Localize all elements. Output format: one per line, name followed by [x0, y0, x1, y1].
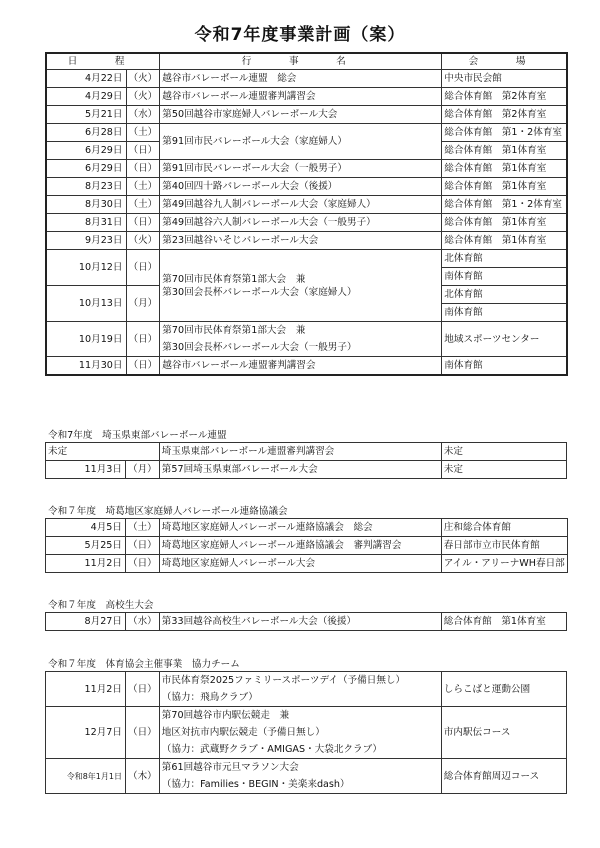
venue-cell: しらこばと運動公園 [441, 672, 566, 707]
date-cell: 6月29日 [46, 160, 126, 178]
table-row [46, 160, 567, 178]
date-cell: 4月29日 [46, 88, 126, 106]
event-cell: 越谷市バレーボール連盟 総会 [160, 70, 442, 88]
date-cell: 8月27日 [46, 613, 126, 631]
venue-cell: 未定 [441, 443, 566, 461]
weekday-cell: （土） [126, 196, 160, 214]
event-cell: 第30回会長杯バレーボール大会（家庭婦人） [160, 286, 442, 322]
weekday-cell: （火） [126, 70, 160, 88]
table-row [46, 88, 567, 106]
table-row [46, 613, 567, 631]
weekday-cell: （月） [126, 461, 160, 479]
weekday-cell: （土） [126, 519, 160, 537]
event-cell: 埼葛地区家庭婦人バレーボール連絡協議会 審判講習会 [159, 537, 441, 555]
table-row [46, 250, 567, 268]
event-cell: 埼葛地区家庭婦人バレーボール大会 [159, 555, 441, 573]
date-cell: 6月28日 [46, 124, 126, 142]
section-heading-high-school: 令和７年度 高校生大会 [48, 600, 154, 611]
venue-cell: 総合体育館 第1体育室 [441, 613, 566, 631]
event-cell: 第50回越谷市家庭婦人バレーボール大会 [160, 106, 442, 124]
sports-association-table [45, 671, 567, 794]
table-header-row [46, 53, 567, 70]
event-cell: 第91回市民バレーボール大会（家庭婦人） [160, 124, 442, 160]
weekday-cell: （日） [126, 707, 160, 759]
event-cell: （協力：Families・BEGIN・美楽来dash） [159, 776, 441, 794]
event-cell: 第70回市民体育祭第1部大会 兼 [160, 250, 442, 286]
event-cell: 第33回越谷高校生バレーボール大会（後援） [159, 613, 441, 631]
venue-cell: 北体育館 [442, 286, 567, 304]
weekday-cell: （土） [126, 124, 160, 142]
weekday-cell: （水） [126, 106, 160, 124]
date-cell: 未定 [46, 443, 160, 461]
date-cell: 11月3日 [46, 461, 126, 479]
event-cell: 第70回越谷市内駅伝競走 兼 [159, 707, 441, 725]
venue-cell: 中央市民会館 [442, 70, 567, 88]
section-heading-saikatsu: 令和７年度 埼葛地区家庭婦人バレーボール連絡協議会 [48, 506, 288, 517]
venue-cell: 北体育館 [442, 250, 567, 268]
weekday-cell: （日） [126, 672, 160, 707]
event-cell: 第49回越谷九人制バレーボール大会（家庭婦人） [160, 196, 442, 214]
table-row [46, 178, 567, 196]
table-row [46, 672, 567, 690]
weekday-cell: （日） [126, 555, 160, 573]
header-event: 行 事 名 [160, 53, 442, 70]
event-cell: 地区対抗市内駅伝競走（予備日無し） [159, 724, 441, 741]
event-cell: （協力：飛鳥クラブ） [159, 689, 441, 707]
venue-cell: 市内駅伝コース [441, 707, 566, 759]
event-cell: 第91回市民バレーボール大会（一般男子） [160, 160, 442, 178]
weekday-cell: （日） [126, 160, 160, 178]
table-row [46, 106, 567, 124]
table-row [46, 196, 567, 214]
section-heading-saitama-east: 令和7年度 埼玉県東部バレーボール連盟 [48, 430, 227, 441]
table-row [46, 286, 567, 304]
venue-cell: 総合体育館 第1体育室 [442, 214, 567, 232]
weekday-cell: （日） [126, 537, 160, 555]
venue-cell: 庄和総合体育館 [441, 519, 567, 537]
saitama-east-table [45, 442, 567, 479]
venue-cell: 総合体育館周辺コース [441, 759, 566, 794]
event-cell: 第49回越谷六人制バレーボール大会（一般男子） [160, 214, 442, 232]
date-cell: 11月2日 [46, 555, 126, 573]
venue-cell: 南体育館 [442, 357, 567, 376]
page-title: 令和7年度事業計画（案） [194, 25, 406, 45]
venue-cell: アイル・アリーナWH春日部 [441, 555, 567, 573]
venue-cell: 総合体育館 第1体育室 [442, 160, 567, 178]
date-cell: 8月23日 [46, 178, 126, 196]
weekday-cell: （日） [126, 250, 160, 286]
weekday-cell: （火） [126, 88, 160, 106]
venue-cell: 総合体育館 第1・2体育室 [442, 124, 567, 142]
venue-cell: 総合体育館 第1体育室 [442, 178, 567, 196]
date-cell: 令和8年1月1日 [46, 759, 126, 794]
weekday-cell: （火） [126, 232, 160, 250]
table-row [46, 461, 567, 479]
table-row [46, 555, 568, 573]
saikatsu-table [45, 518, 568, 573]
weekday-cell: （日） [126, 322, 160, 357]
event-cell: 第57回埼玉県東部バレーボール大会 [159, 461, 441, 479]
event-cell: 越谷市バレーボール連盟審判講習会 [160, 88, 442, 106]
weekday-cell: （木） [126, 759, 160, 794]
venue-cell: 総合体育館 第1・2体育室 [442, 196, 567, 214]
date-cell: 10月19日 [46, 322, 126, 357]
date-cell: 4月5日 [46, 519, 126, 537]
event-cell: 第30回会長杯バレーボール大会（一般男子） [160, 339, 442, 357]
event-cell: 第23回越谷いそじバレーボール大会 [160, 232, 442, 250]
header-date: 日 程 [46, 53, 160, 70]
event-cell: 第70回市民体育祭第1部大会 兼 [160, 322, 442, 340]
venue-cell: 総合体育館 第2体育室 [442, 106, 567, 124]
weekday-cell: （水） [126, 613, 160, 631]
date-cell: 10月13日 [46, 286, 126, 322]
event-cell: 市民体育祭2025ファミリースポーツデイ（予備日無し） [159, 672, 441, 690]
table-row [46, 232, 567, 250]
table-row [46, 322, 567, 340]
date-cell: 8月31日 [46, 214, 126, 232]
venue-cell: 地域スポーツセンター [442, 322, 567, 357]
event-cell: 第40回四十路バレーボール大会（後援） [160, 178, 442, 196]
date-cell: 8月30日 [46, 196, 126, 214]
venue-cell: 総合体育館 第1体育室 [442, 232, 567, 250]
venue-cell: 未定 [441, 461, 566, 479]
date-cell: 11月30日 [46, 357, 126, 376]
table-row [46, 124, 567, 142]
venue-cell: 総合体育館 第1体育室 [442, 142, 567, 160]
event-cell: 第61回越谷市元旦マラソン大会 [159, 759, 441, 777]
venue-cell: 総合体育館 第2体育室 [442, 88, 567, 106]
high-school-table [45, 612, 567, 631]
event-cell: （協力：武蔵野クラブ・AMIGAS・大袋北クラブ） [159, 741, 441, 759]
weekday-cell: （日） [126, 214, 160, 232]
venue-cell: 南体育館 [442, 268, 567, 286]
weekday-cell: （日） [126, 357, 160, 376]
event-cell: 越谷市バレーボール連盟審判講習会 [160, 357, 442, 376]
table-row [46, 707, 567, 725]
date-cell: 12月7日 [46, 707, 126, 759]
date-cell: 9月23日 [46, 232, 126, 250]
table-row [46, 759, 567, 777]
date-cell: 5月25日 [46, 537, 126, 555]
weekday-cell: （日） [126, 142, 160, 160]
weekday-cell: （月） [126, 286, 160, 322]
table-row [46, 357, 567, 376]
date-cell: 4月22日 [46, 70, 126, 88]
venue-cell: 春日部市立市民体育館 [441, 537, 567, 555]
table-row [46, 70, 567, 88]
date-cell: 11月2日 [46, 672, 126, 707]
schedule-table [45, 52, 568, 376]
table-row [46, 519, 568, 537]
date-cell: 10月12日 [46, 250, 126, 286]
event-cell: 埼葛地区家庭婦人バレーボール連絡協議会 総会 [159, 519, 441, 537]
date-cell: 6月29日 [46, 142, 126, 160]
venue-cell: 南体育館 [442, 304, 567, 322]
event-cell: 埼玉県東部バレーボール連盟審判講習会 [159, 443, 441, 461]
date-cell: 5月21日 [46, 106, 126, 124]
table-row [46, 537, 568, 555]
weekday-cell: （土） [126, 178, 160, 196]
section-heading-sports-association: 令和７年度 体育協会主催事業 協力チーム [48, 659, 240, 670]
header-venue: 会 場 [442, 53, 567, 70]
table-row [46, 443, 567, 461]
